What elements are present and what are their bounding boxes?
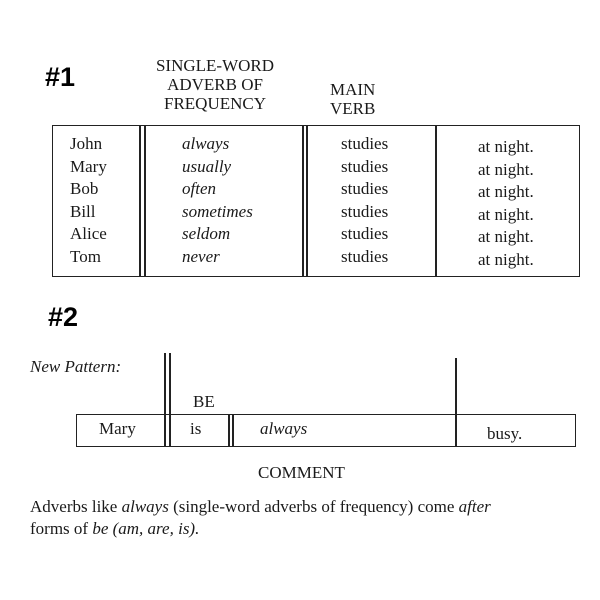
- section-2-marker: #2: [48, 302, 79, 332]
- comment-text-part: Adverbs like: [30, 497, 122, 516]
- table-cell-adverb: never: [182, 246, 220, 266]
- table-divider: [144, 125, 146, 277]
- adverbs-column: [182, 133, 253, 268]
- comment-text-part: forms of: [30, 519, 93, 538]
- pattern-divider: [232, 414, 234, 447]
- pattern-divider: [455, 414, 457, 447]
- pattern-divider: [169, 414, 171, 447]
- table-divider: [302, 125, 304, 277]
- table-cell-ending: at night.: [478, 227, 534, 246]
- new-pattern-label: New Pattern:: [30, 357, 122, 376]
- pattern-divider: [164, 414, 166, 447]
- header-main-verb: [330, 80, 396, 118]
- table-cell-name: Bob: [70, 179, 99, 198]
- table-cell-name: Tom: [70, 246, 101, 266]
- table-cell-ending: at night.: [478, 249, 534, 269]
- names-column: [70, 133, 107, 268]
- section-1-marker: #1: [45, 62, 76, 92]
- header-adverb-line: SINGLE-WORD: [155, 56, 275, 75]
- table-cell-adverb: usually: [182, 156, 232, 176]
- pattern-divider: [164, 353, 166, 414]
- pattern-divider: [228, 414, 230, 447]
- table-cell-verb: studies: [341, 156, 389, 176]
- table-cell-ending: at night.: [478, 182, 534, 201]
- table-cell-adverb: always: [182, 134, 230, 153]
- header-adverb-line: ADVERB OF: [167, 75, 263, 94]
- table-cell-ending: at night.: [478, 159, 534, 179]
- verbs-column: [341, 133, 388, 268]
- table-divider: [306, 125, 308, 277]
- comment-heading: COMMENT: [258, 463, 345, 482]
- pattern-divider: [455, 358, 457, 414]
- pattern-verb: is: [190, 419, 202, 438]
- table-divider: [435, 125, 437, 277]
- table-cell-verb: studies: [341, 134, 389, 153]
- header-adverb-of-frequency: [150, 56, 280, 113]
- be-label: BE: [193, 392, 215, 411]
- table-cell-adverb: sometimes: [182, 201, 253, 221]
- endings-column: [478, 136, 534, 271]
- table-cell-adverb: seldom: [182, 224, 231, 243]
- comment-emphasis: be (am, are, is).: [92, 519, 200, 538]
- table-cell-verb: studies: [341, 201, 389, 221]
- header-verb-line: MAIN: [330, 80, 376, 99]
- table-cell-ending: at night.: [478, 137, 534, 156]
- table-cell-name: Alice: [70, 224, 107, 243]
- table-cell-name: John: [70, 134, 103, 153]
- table-cell-name: Mary: [70, 156, 107, 176]
- comment-emphasis: always: [121, 497, 169, 516]
- pattern-subject: Mary: [99, 419, 136, 438]
- comment-line: [30, 496, 580, 518]
- header-verb-line: VERB: [330, 99, 376, 118]
- table-cell-verb: studies: [341, 224, 389, 243]
- comment-emphasis: after: [458, 497, 491, 516]
- header-adverb-line: FREQUENCY: [163, 94, 266, 113]
- table-cell-name: Bill: [70, 201, 96, 221]
- pattern-adverb: always: [260, 419, 308, 438]
- pattern-complement: busy.: [487, 424, 523, 443]
- table-cell-verb: studies: [341, 179, 389, 198]
- comment-line: [30, 518, 580, 540]
- pattern-divider: [169, 353, 171, 414]
- table-cell-ending: at night.: [478, 204, 534, 224]
- comment-text-part: (single-word adverbs of frequency) come: [168, 497, 459, 516]
- table-divider: [139, 125, 141, 277]
- table-cell-verb: studies: [341, 246, 389, 266]
- comment-text: [30, 496, 580, 540]
- table-cell-adverb: often: [182, 179, 216, 198]
